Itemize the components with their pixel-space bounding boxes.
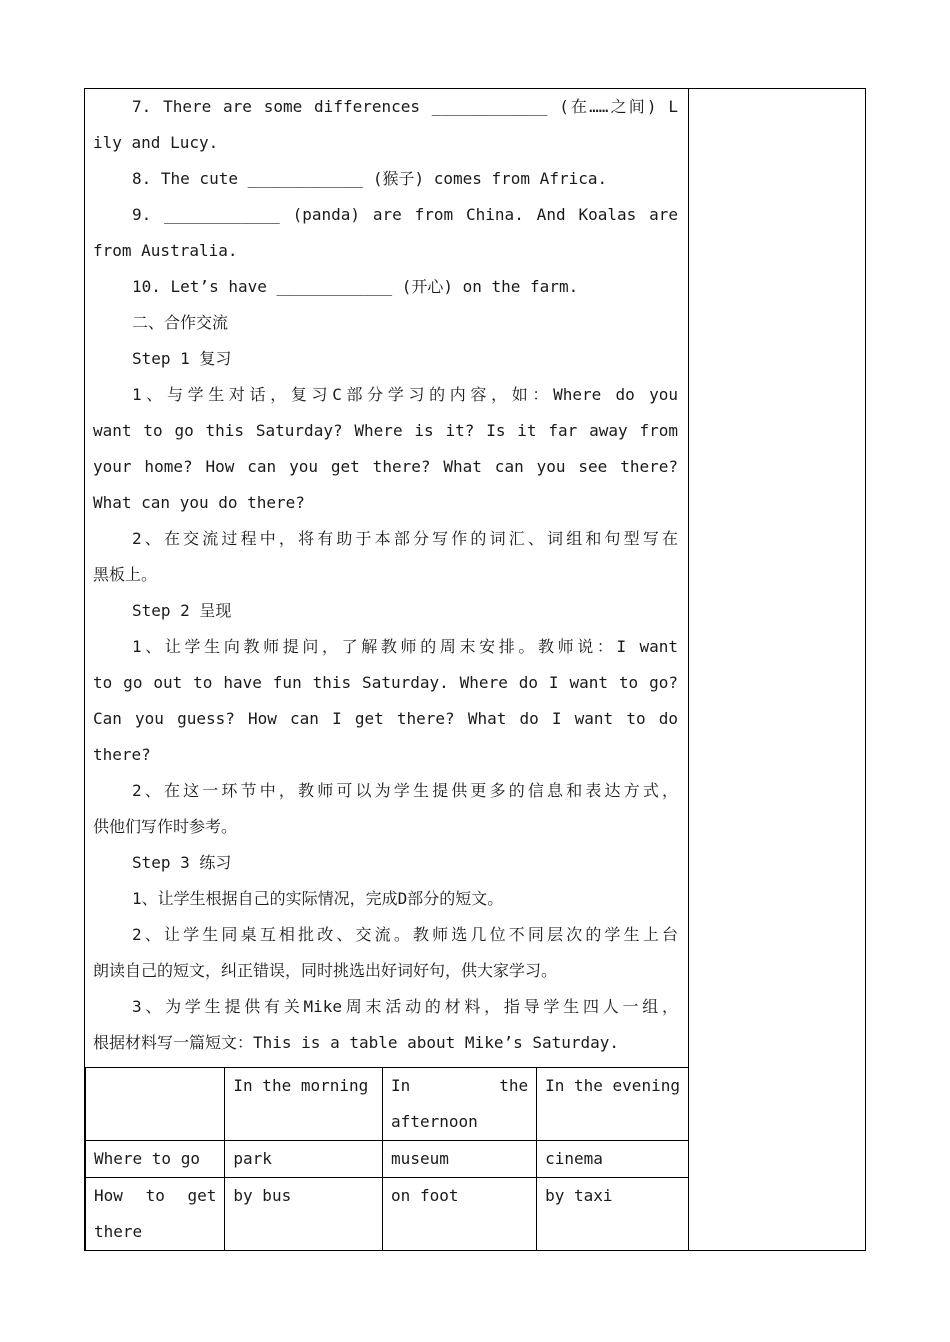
mike-saturday-table <box>85 1067 689 1251</box>
step-2-item-2-line1: 2、在这一环节中，教师可以为学生提供更多的信息和表达方式， <box>132 781 678 800</box>
step-2-heading: Step 2 呈现 <box>132 601 232 620</box>
header-afternoon: In the afternoon <box>383 1068 537 1141</box>
row-label-where: Where to go <box>86 1141 225 1178</box>
exercise-9-line2: from Australia. <box>93 241 238 260</box>
step-3-item-2-line2: 朗读自己的短文，纠正错误，同时挑选出好词好句，供大家学习。 <box>93 961 558 980</box>
table-header-row <box>86 1068 689 1141</box>
table-cell: park <box>225 1141 383 1178</box>
step-1-item-1-line1: 1、与学生对话，复习C部分学习的内容，如：Where do you <box>132 385 678 404</box>
section-heading-cooperation: 二、合作交流 <box>132 313 229 332</box>
table-cell: on foot <box>383 1178 537 1251</box>
step-1-item-1-line4: What can you do there? <box>93 493 305 512</box>
exercise-8: 8. The cute ____________ (猴子) comes from Africa. <box>132 169 608 188</box>
header-evening: In the evening <box>537 1068 689 1141</box>
table-cell: cinema <box>537 1141 689 1178</box>
step-3-item-2-line1: 2、让学生同桌互相批改、交流。教师选几位不同层次的学生上台 <box>132 925 678 944</box>
step-3-item-3-line2: 根据材料写一篇短文：This is a table about Mike’s Saturday. <box>93 1033 620 1052</box>
header-morning: In the morning <box>225 1068 383 1141</box>
row-label-how: How to get there <box>86 1178 225 1251</box>
exercise-9-line1: 9. ____________ (panda) are from China. And Koalas are <box>132 205 678 224</box>
table-cell: by taxi <box>537 1178 689 1251</box>
step-1-heading: Step 1 复习 <box>132 349 232 368</box>
step-1-item-2-line1: 2、在交流过程中，将有助于本部分写作的词汇、词组和句型写在 <box>132 529 678 548</box>
step-2-item-1-line4: there? <box>93 745 151 764</box>
exercise-7-line2: ily and Lucy. <box>93 133 219 152</box>
exercise-10: 10. Let’s have ____________ (开心) on the farm. <box>132 277 579 296</box>
step-3-item-1: 1、让学生根据自己的实际情况，完成D部分的短文。 <box>132 889 504 908</box>
lesson-plan-frame <box>84 88 866 1251</box>
table-row <box>86 1141 689 1178</box>
step-2-item-1-line1: 1、让学生向教师提问，了解教师的周末安排。教师说：I want <box>132 637 678 656</box>
table-cell: museum <box>383 1141 537 1178</box>
table-row <box>86 1178 689 1251</box>
step-1-item-1-line3: your home? How can you get there? What can you see there? <box>93 457 678 476</box>
step-2-item-2-line2: 供他们写作时参考。 <box>93 817 238 836</box>
exercise-7-line1: 7. There are some differences ____________ (在……之间) L <box>132 97 678 116</box>
step-3-item-3-line1: 3、为学生提供有关Mike周末活动的材料，指导学生四人一组， <box>132 997 678 1016</box>
step-1-item-2-line2: 黑板上。 <box>93 565 158 584</box>
table-corner-cell <box>86 1068 225 1141</box>
step-3-heading: Step 3 练习 <box>132 853 232 872</box>
table-cell: by bus <box>225 1178 383 1251</box>
step-1-item-1-line2: want to go this Saturday? Where is it? Is it far away from <box>93 421 678 440</box>
step-2-item-1-line2: to go out to have fun this Saturday. Where do I want to go? <box>93 673 678 692</box>
step-2-item-1-line3: Can you guess? How can I get there? What do I want to do <box>93 709 678 728</box>
